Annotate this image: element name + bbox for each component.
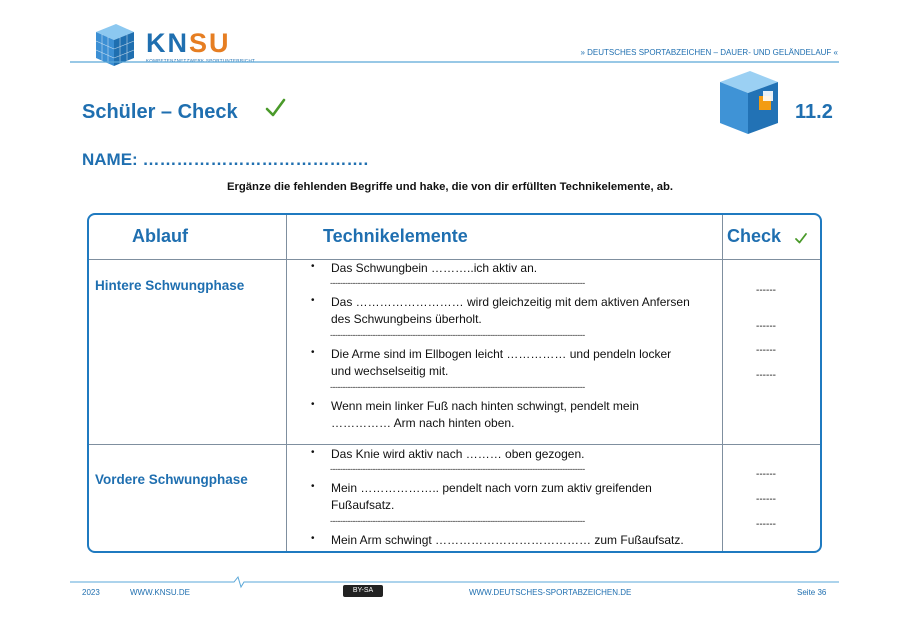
cc-license-badge: BY-SA — [343, 585, 383, 597]
technique-table: Ablauf Technikelemente Check Hintere Schwungphase • Das Schwungbein ………..ich aktiv an. ------------------------------------------------------------------------------------------------------ • Das ……………………… wird gleichzeitig mit dem aktiven Anfersen des Schwungbeins überholt. ------------------------------------------------------------------------------------------------------ • Die Arme sind im Ellbogen leicht …………… und pendeln locker und wechselseitig mit. ------------------------------------------------------------------------------------------------------ • Wenn mein linker Fuß nach hinten schwingt, pendelt mein …………… Arm nach hinten oben. ------ ------ ------ ------ Vordere Schwungphase • Das Knie wird aktiv nach ……… oben gezogen. ------------------------------------------------------------------------------------------------------ • Mein ……………….. pendelt nach vorn zum aktiv greifenden Fußaufsatz. ------------------------------------------------------------------------------------------------------ • Mein Arm schwingt ………………………………… zum Fußaufsatz. ------ ------ ------ — [87, 213, 822, 553]
separator-line: ------------------------------------------------------------------------------------------------------ — [330, 382, 585, 392]
logo-subtitle: KOMPETENZNETZWERK SPORTUNTERRICHT — [146, 58, 256, 63]
check-placeholder: ------ — [756, 321, 776, 332]
check-placeholder: ------ — [756, 469, 776, 480]
separator-line: ------------------------------------------------------------------------------------------------------ — [330, 516, 585, 526]
check-placeholder: ------ — [756, 345, 776, 356]
footer-year: 2023 — [82, 588, 100, 597]
page-title: Schüler – Check — [82, 101, 238, 123]
instruction-text: Ergänze die fehlenden Begriffe und hake, die von dir erfüllten Technikelemente, ab. — [226, 181, 674, 193]
column-header-ablauf: Ablauf — [132, 226, 188, 246]
column-header-technikelemente: Technikelemente — [323, 226, 468, 246]
checkmark-icon — [264, 96, 286, 120]
separator-line: ------------------------------------------------------------------------------------------------------ — [330, 330, 585, 340]
check-placeholder: ------ — [756, 370, 776, 381]
separator-line: ------------------------------------------------------------------------------------------------------ — [330, 278, 585, 288]
checkmark-icon — [794, 231, 808, 245]
table-col-divider — [286, 215, 287, 551]
separator-line: ------------------------------------------------------------------------------------------------------ — [330, 464, 585, 474]
header-divider — [70, 61, 839, 63]
phase-label: Hintere Schwungphase — [95, 278, 245, 293]
check-placeholder: ------ — [756, 519, 776, 530]
header-tagline: » DEUTSCHES SPORTABZEICHEN – DAUER- UND GELÄNDELAUF « — [580, 48, 838, 57]
phase-label: Vordere Schwungphase — [95, 472, 248, 487]
name-field: NAME: …………………………………. — [82, 150, 369, 169]
footer-divider — [70, 575, 839, 589]
table-row-divider — [89, 444, 820, 445]
table-col-divider — [722, 215, 723, 551]
footer-link-knsu[interactable]: WWW.KNSU.DE — [130, 588, 190, 597]
check-placeholder: ------ — [756, 285, 776, 296]
logo-wordmark: KNSU — [146, 28, 231, 58]
footer-link-sportabzeichen[interactable]: WWW.DEUTSCHES-SPORTABZEICHEN.DE — [469, 588, 632, 597]
column-header-check: Check — [727, 226, 782, 246]
footer-page-number: Seite 36 — [797, 588, 827, 597]
section-cube-icon — [714, 68, 784, 138]
check-placeholder: ------ — [756, 494, 776, 505]
section-number: 11.2 — [795, 101, 833, 123]
